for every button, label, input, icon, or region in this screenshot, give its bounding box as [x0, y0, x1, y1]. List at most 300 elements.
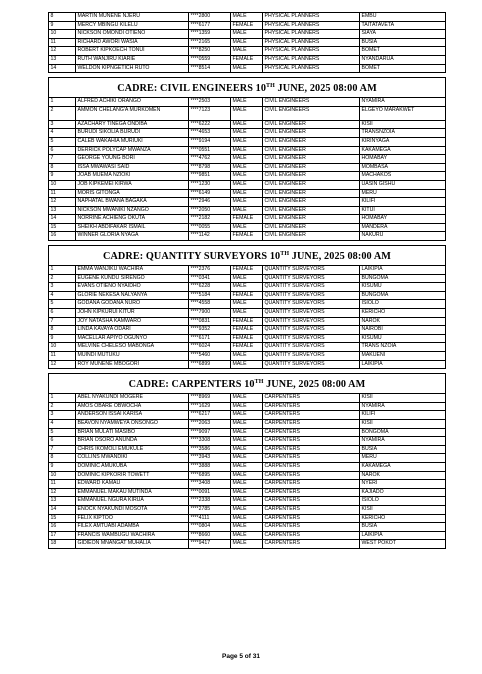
county-cell: LAIKIPIA — [360, 266, 446, 275]
gender-cell: MALE — [231, 462, 263, 471]
id-number-cell: ****8514 — [189, 64, 231, 73]
id-number-cell: ****6899 — [189, 360, 231, 369]
gender-cell: MALE — [231, 428, 263, 437]
table-row — [49, 471, 446, 480]
row-number-cell: 6 — [49, 309, 76, 318]
row-number-cell: 18 — [49, 540, 76, 549]
cadre-heading-date-time: JUNE, 2025 08:00 AM — [263, 379, 366, 391]
gender-cell: MALE — [231, 274, 263, 283]
cadre-cell: PHYSICAL PLANNERS — [263, 30, 360, 39]
gender-cell: MALE — [231, 514, 263, 523]
table-row — [49, 55, 446, 64]
row-number-cell: 11 — [49, 480, 76, 489]
candidate-name-cell: WINNER GLORIA NYAGA — [76, 232, 189, 241]
table-row — [49, 445, 446, 454]
candidate-name-cell: DOMINIC KIPKORIR TOWETT — [76, 471, 189, 480]
footer-prefix: Page — [222, 653, 240, 660]
candidate-name-cell: FELIX KIPTOO — [76, 514, 189, 523]
gender-cell: MALE — [231, 402, 263, 411]
table-row — [49, 155, 446, 164]
candidate-name-cell: RICHARD AWORI WASIA — [76, 38, 189, 47]
id-number-cell: ****9352 — [189, 326, 231, 335]
county-cell: NAKURU — [360, 232, 446, 241]
cadre-heading — [49, 374, 446, 394]
table-row — [49, 352, 446, 361]
row-number-cell: 6 — [49, 437, 76, 446]
gender-cell: MALE — [231, 206, 263, 215]
footer-middle: of — [242, 653, 253, 660]
cadre-cell: CIVIL ENGINEER — [263, 129, 360, 138]
row-number-cell: 5 — [49, 300, 76, 309]
cadre-heading-row — [49, 374, 446, 394]
row-number-cell: 14 — [49, 215, 76, 224]
candidate-name-cell: NAPHATAL BWANA BAGAKA — [76, 198, 189, 207]
document-page — [48, 12, 445, 549]
cadre-cell: QUANTITY SURVEYORS — [263, 291, 360, 300]
county-cell: EMBU — [360, 13, 446, 22]
candidate-name-cell: JOY NATASHA KAMWARO — [76, 317, 189, 326]
cadre-cell: CARPENTERS — [263, 471, 360, 480]
table-row — [49, 21, 446, 30]
gender-cell: FEMALE — [231, 343, 263, 352]
gender-cell: MALE — [231, 437, 263, 446]
cadre-cell: PHYSICAL PLANNERS — [263, 64, 360, 73]
cadre-cell: PHYSICAL PLANNERS — [263, 38, 360, 47]
row-number-cell: 11 — [49, 189, 76, 198]
gender-cell: MALE — [231, 419, 263, 428]
cadre-heading-text: CADRE: CIVIL ENGINEERS 10 — [117, 83, 267, 95]
row-number-cell: 12 — [49, 488, 76, 497]
row-number-cell: 11 — [49, 38, 76, 47]
table-row — [49, 120, 446, 129]
id-number-cell: ****5184 — [189, 291, 231, 300]
id-number-cell: ****6149 — [189, 189, 231, 198]
table-row — [49, 540, 446, 549]
row-number-cell: 8 — [49, 326, 76, 335]
cadre-cell: CARPENTERS — [263, 411, 360, 420]
county-cell: KILIFI — [360, 411, 446, 420]
id-number-cell: ****6177 — [189, 21, 231, 30]
row-number-cell: 9 — [49, 172, 76, 181]
cadre-cell: QUANTITY SURVEYORS — [263, 283, 360, 292]
gender-cell: MALE — [231, 497, 263, 506]
county-cell: BUSIA — [360, 445, 446, 454]
candidate-name-cell: BEAVON NYAMWEYA ONSONGO — [76, 419, 189, 428]
candidate-name-cell: FILEX AMTUABI ADAMBA — [76, 523, 189, 532]
id-number-cell: ****2376 — [189, 266, 231, 275]
gender-cell: MALE — [231, 505, 263, 514]
id-number-cell: ****6171 — [189, 334, 231, 343]
row-number-cell: 10 — [49, 30, 76, 39]
gender-cell: MALE — [231, 540, 263, 549]
county-cell: MOMBASA — [360, 163, 446, 172]
gender-cell: FEMALE — [231, 326, 263, 335]
county-cell: BUNGOMA — [360, 274, 446, 283]
table-row — [49, 13, 446, 22]
table-row — [49, 30, 446, 39]
cadre-cell: PHYSICAL PLANNERS — [263, 55, 360, 64]
cadre-cell: CIVIL ENGINEER — [263, 232, 360, 241]
cadre-cell: QUANTITY SURVEYORS — [263, 360, 360, 369]
county-cell: BUNGOMA — [360, 291, 446, 300]
gender-cell: FEMALE — [231, 266, 263, 275]
cadre-cell: QUANTITY SURVEYORS — [263, 352, 360, 361]
county-cell: BUSIA — [360, 38, 446, 47]
cadre-cell: CIVIL ENGINEER — [263, 189, 360, 198]
table-row — [49, 419, 446, 428]
gender-cell: MALE — [231, 64, 263, 73]
id-number-cell: ****2503 — [189, 98, 231, 107]
row-number-cell: 12 — [49, 360, 76, 369]
county-cell: NYAMIRA — [360, 402, 446, 411]
table-row — [49, 98, 446, 107]
candidate-name-cell: SHEIKH ABDIFAKAR ISMAIL — [76, 223, 189, 232]
id-number-cell: ****9194 — [189, 137, 231, 146]
candidate-name-cell: ABEL NYAKUNDI MOGERE — [76, 394, 189, 403]
candidate-name-cell: LINDA KAVAYA ODARI — [76, 326, 189, 335]
cadre-cell: CARPENTERS — [263, 462, 360, 471]
gender-cell: MALE — [231, 480, 263, 489]
cadre-cell: QUANTITY SURVEYORS — [263, 300, 360, 309]
county-cell: NAIROBI — [360, 326, 446, 335]
county-cell: KAKAMEGA — [360, 462, 446, 471]
row-number-cell: 13 — [49, 55, 76, 64]
table-row — [49, 129, 446, 138]
candidate-name-cell: JOB KIPKEMEI KIRWA — [76, 180, 189, 189]
gender-cell: MALE — [231, 198, 263, 207]
id-number-cell: ****1142 — [189, 232, 231, 241]
page-footer — [0, 653, 482, 660]
county-cell: MAKUENI — [360, 352, 446, 361]
candidate-name-cell: ROBERT KIPKOECH TONUI — [76, 47, 189, 56]
county-cell: KERICHO — [360, 309, 446, 318]
cadre-heading-superscript: TH — [280, 251, 290, 258]
candidate-name-cell: AMMON CHELANG'A MURKOMEN — [76, 106, 189, 120]
table-row — [49, 497, 446, 506]
county-cell: ELGEYO MARAKWET — [360, 106, 446, 120]
id-number-cell: ****0804 — [189, 523, 231, 532]
candidate-name-cell: EMMA WANJIKU WACHIRA — [76, 266, 189, 275]
candidate-name-cell: GEORGE YOUNG BORI — [76, 155, 189, 164]
row-number-cell: 12 — [49, 47, 76, 56]
county-cell: NYANDARUA — [360, 55, 446, 64]
table-row — [49, 206, 446, 215]
county-cell: LAIKIPIA — [360, 360, 446, 369]
gender-cell: MALE — [231, 30, 263, 39]
table-row — [49, 137, 446, 146]
cadre-cell: CIVIL ENGINEER — [263, 163, 360, 172]
table-row — [49, 454, 446, 463]
id-number-cell: ****0341 — [189, 274, 231, 283]
row-number-cell: 13 — [49, 206, 76, 215]
county-cell: KAJIADO — [360, 488, 446, 497]
id-number-cell: ****2050 — [189, 206, 231, 215]
candidate-name-cell: BRIAN OSORO ANUNDA — [76, 437, 189, 446]
cadre-heading-superscript: TH — [254, 379, 264, 386]
cadre-cell: CIVIL ENGINEERS — [263, 106, 360, 120]
cadre-heading-superscript: TH — [266, 83, 275, 90]
id-number-cell: ****0551 — [189, 146, 231, 155]
row-number-cell: 2 — [49, 402, 76, 411]
table-row — [49, 64, 446, 73]
cadre-cell: CIVIL ENGINEER — [263, 206, 360, 215]
gender-cell: MALE — [231, 445, 263, 454]
id-number-cell: ****9851 — [189, 172, 231, 181]
candidate-name-cell: ANDERSON ISSAI KARISA — [76, 411, 189, 420]
county-cell: UASIN GISHU — [360, 180, 446, 189]
id-number-cell: ****6024 — [189, 343, 231, 352]
id-number-cell: ****6217 — [189, 411, 231, 420]
county-cell: KISUMU — [360, 283, 446, 292]
table-row — [49, 360, 446, 369]
table-row — [49, 283, 446, 292]
cadre-cell: CIVIL ENGINEER — [263, 137, 360, 146]
county-cell: BOMET — [360, 64, 446, 73]
table-row — [49, 274, 446, 283]
cadre-heading-text: CADRE: QUANTITY SURVEYORS 10 — [102, 251, 281, 263]
gender-cell: MALE — [231, 146, 263, 155]
cadre-cell: QUANTITY SURVEYORS — [263, 317, 360, 326]
gender-cell: MALE — [231, 98, 263, 107]
row-number-cell: 9 — [49, 21, 76, 30]
gender-cell: MALE — [231, 411, 263, 420]
candidate-name-cell: GLORIE NEKESA NALYANYA — [76, 291, 189, 300]
gender-cell: FEMALE — [231, 317, 263, 326]
gender-cell: MALE — [231, 172, 263, 181]
gender-cell: MALE — [231, 137, 263, 146]
gender-cell: FEMALE — [231, 334, 263, 343]
id-number-cell: ****3586 — [189, 445, 231, 454]
row-number-cell: 2 — [49, 274, 76, 283]
county-cell: SIAYA — [360, 30, 446, 39]
county-cell: BUSIA — [360, 523, 446, 532]
candidate-name-cell: MUINDI MUTUKU — [76, 352, 189, 361]
county-cell: ISIOLO — [360, 300, 446, 309]
cadre-cell: CARPENTERS — [263, 394, 360, 403]
table-row — [49, 514, 446, 523]
table-row — [49, 326, 446, 335]
cadre-cell: QUANTITY SURVEYORS — [263, 274, 360, 283]
cadre-cell: QUANTITY SURVEYORS — [263, 334, 360, 343]
gender-cell: MALE — [231, 163, 263, 172]
candidate-name-cell: MERCY MBINGU KILELU — [76, 21, 189, 30]
cadre-cell: CIVIL ENGINEER — [263, 180, 360, 189]
table-row — [49, 531, 446, 540]
table-row — [49, 523, 446, 532]
candidate-name-cell: ENOCK NYAKUNDI MOSOTA — [76, 505, 189, 514]
row-number-cell: 14 — [49, 505, 76, 514]
county-cell: KIRINYAGA — [360, 137, 446, 146]
id-number-cell: ****0559 — [189, 55, 231, 64]
county-cell: NAROK — [360, 471, 446, 480]
id-number-cell: ****0055 — [189, 223, 231, 232]
row-number-cell: 7 — [49, 445, 76, 454]
id-number-cell: ****8798 — [189, 163, 231, 172]
table-row — [49, 309, 446, 318]
gender-cell: MALE — [231, 309, 263, 318]
gender-cell: MALE — [231, 120, 263, 129]
gender-cell: MALE — [231, 155, 263, 164]
id-number-cell: ****2063 — [189, 419, 231, 428]
id-number-cell: ****8250 — [189, 47, 231, 56]
gender-cell: FEMALE — [231, 21, 263, 30]
gender-cell: MALE — [231, 106, 263, 120]
table-row — [49, 180, 446, 189]
table-row — [49, 106, 446, 120]
id-number-cell: ****9417 — [189, 540, 231, 549]
candidate-name-cell: BRIAN MULATI MASIBO — [76, 428, 189, 437]
county-cell: MERU — [360, 189, 446, 198]
candidate-name-cell: EMMANUEL MAKAU MUTINDA — [76, 488, 189, 497]
table-row — [49, 402, 446, 411]
cadre-cell: PHYSICAL PLANNERS — [263, 47, 360, 56]
row-number-cell: 16 — [49, 232, 76, 241]
gender-cell: MALE — [231, 129, 263, 138]
county-cell: ISIOLO — [360, 497, 446, 506]
gender-cell: FEMALE — [231, 291, 263, 300]
id-number-cell: ****3308 — [189, 437, 231, 446]
cadre-cell: CARPENTERS — [263, 402, 360, 411]
id-number-cell: ****4762 — [189, 155, 231, 164]
id-number-cell: ****2165 — [189, 38, 231, 47]
table-row — [49, 223, 446, 232]
county-cell: KISII — [360, 394, 446, 403]
gender-cell: MALE — [231, 488, 263, 497]
county-cell: MACHAKOS — [360, 172, 446, 181]
candidate-name-cell: GODANA GODANA NURO — [76, 300, 189, 309]
table-row — [49, 334, 446, 343]
table-row — [49, 505, 446, 514]
cadre-heading — [49, 78, 446, 98]
cadre-cell: CARPENTERS — [263, 419, 360, 428]
id-number-cell: ****0091 — [189, 488, 231, 497]
table-row — [49, 480, 446, 489]
row-number-cell: 14 — [49, 64, 76, 73]
id-number-cell: ****7900 — [189, 309, 231, 318]
cadre-cell: PHYSICAL PLANNERS — [263, 21, 360, 30]
shortlist-table-body — [49, 13, 446, 549]
table-row — [49, 437, 446, 446]
county-cell: WEST POKOT — [360, 540, 446, 549]
candidate-name-cell: EVANS OTIENO NYAIDHO — [76, 283, 189, 292]
county-cell: NYAMIRA — [360, 98, 446, 107]
candidate-name-cell: MELVINE CHELESO MABONGA — [76, 343, 189, 352]
table-row — [49, 462, 446, 471]
candidate-name-cell: AMOS OBARE OBWOCHA — [76, 402, 189, 411]
id-number-cell: ****9097 — [189, 428, 231, 437]
id-number-cell: ****4653 — [189, 129, 231, 138]
gender-cell: MALE — [231, 454, 263, 463]
table-row — [49, 215, 446, 224]
table-row — [49, 291, 446, 300]
cadre-cell: CIVIL ENGINEER — [263, 172, 360, 181]
cadre-cell: CIVIL ENGINEER — [263, 223, 360, 232]
id-number-cell: ****3408 — [189, 480, 231, 489]
gender-cell: MALE — [231, 283, 263, 292]
cadre-cell: CARPENTERS — [263, 437, 360, 446]
candidate-name-cell: DERRICK POLYCAP MWANZA — [76, 146, 189, 155]
row-number-cell: 3 — [49, 283, 76, 292]
row-number-cell: 7 — [49, 155, 76, 164]
cadre-cell: CARPENTERS — [263, 514, 360, 523]
row-number-cell: 8 — [49, 163, 76, 172]
row-number-cell: 11 — [49, 352, 76, 361]
county-cell: MANDERA — [360, 223, 446, 232]
row-number-cell: 5 — [49, 137, 76, 146]
candidate-name-cell: MACELLAR APIYO OGUNYO — [76, 334, 189, 343]
id-number-cell: ****4111 — [189, 514, 231, 523]
cadre-cell: CARPENTERS — [263, 523, 360, 532]
id-number-cell: ****2785 — [189, 505, 231, 514]
id-number-cell: ****3943 — [189, 454, 231, 463]
county-cell: NYERI — [360, 480, 446, 489]
row-number-cell: 12 — [49, 198, 76, 207]
table-row — [49, 198, 446, 207]
county-cell: TRANSNZOIA — [360, 129, 446, 138]
cadre-cell: QUANTITY SURVEYORS — [263, 266, 360, 275]
table-row — [49, 38, 446, 47]
table-row — [49, 343, 446, 352]
id-number-cell: ****2800 — [189, 13, 231, 22]
cadre-cell: CIVIL ENGINEER — [263, 198, 360, 207]
candidate-name-cell: COLLINS MWANDIKI — [76, 454, 189, 463]
id-number-cell: ****1230 — [189, 180, 231, 189]
cadre-cell: CARPENTERS — [263, 428, 360, 437]
gender-cell: MALE — [231, 523, 263, 532]
footer-page-total: 31 — [252, 653, 260, 660]
table-row — [49, 146, 446, 155]
candidate-name-cell: NORRINE ACHIENG OKUTA — [76, 215, 189, 224]
candidate-name-cell: CALEB WAKAHIA MURIUKI — [76, 137, 189, 146]
candidate-name-cell: MARTIN MUNENE NJERU — [76, 13, 189, 22]
gender-cell: MALE — [231, 300, 263, 309]
cadre-heading-row — [49, 246, 446, 266]
county-cell: NAROK — [360, 317, 446, 326]
candidate-name-cell: ISSA MWAWASI SAID — [76, 163, 189, 172]
row-number-cell: 2 — [49, 106, 76, 120]
table-row — [49, 163, 446, 172]
id-number-cell: ****7123 — [189, 106, 231, 120]
candidate-name-cell: JOHN KIPKURUI KITUR — [76, 309, 189, 318]
county-cell: KISII — [360, 505, 446, 514]
cadre-cell: QUANTITY SURVEYORS — [263, 309, 360, 318]
row-number-cell: 1 — [49, 394, 76, 403]
county-cell: BONGOMA — [360, 428, 446, 437]
county-cell: KAKAMEGA — [360, 146, 446, 155]
row-number-cell: 3 — [49, 120, 76, 129]
candidate-name-cell: BURUDI SIKOLIA BURUDI — [76, 129, 189, 138]
table-row — [49, 428, 446, 437]
county-cell: KERICHO — [360, 514, 446, 523]
cadre-heading-date-time: JUNE, 2025 08:00 AM — [274, 83, 377, 95]
id-number-cell: ****8660 — [189, 531, 231, 540]
cadre-cell: CARPENTERS — [263, 488, 360, 497]
table-row — [49, 394, 446, 403]
row-number-cell: 10 — [49, 471, 76, 480]
row-number-cell: 16 — [49, 523, 76, 532]
gender-cell: FEMALE — [231, 215, 263, 224]
county-cell: TRANS NZOIA — [360, 343, 446, 352]
county-cell: MERU — [360, 454, 446, 463]
candidate-name-cell: AZACHARY TINEGA ONDIBA — [76, 120, 189, 129]
cadre-cell: CARPENTERS — [263, 540, 360, 549]
candidate-name-cell: EMMANUEL NGURA KIRUA — [76, 497, 189, 506]
county-cell: KISII — [360, 120, 446, 129]
gender-cell: FEMALE — [231, 55, 263, 64]
id-number-cell: ****8969 — [189, 394, 231, 403]
row-number-cell: 1 — [49, 266, 76, 275]
county-cell: LAIKIPIA — [360, 531, 446, 540]
